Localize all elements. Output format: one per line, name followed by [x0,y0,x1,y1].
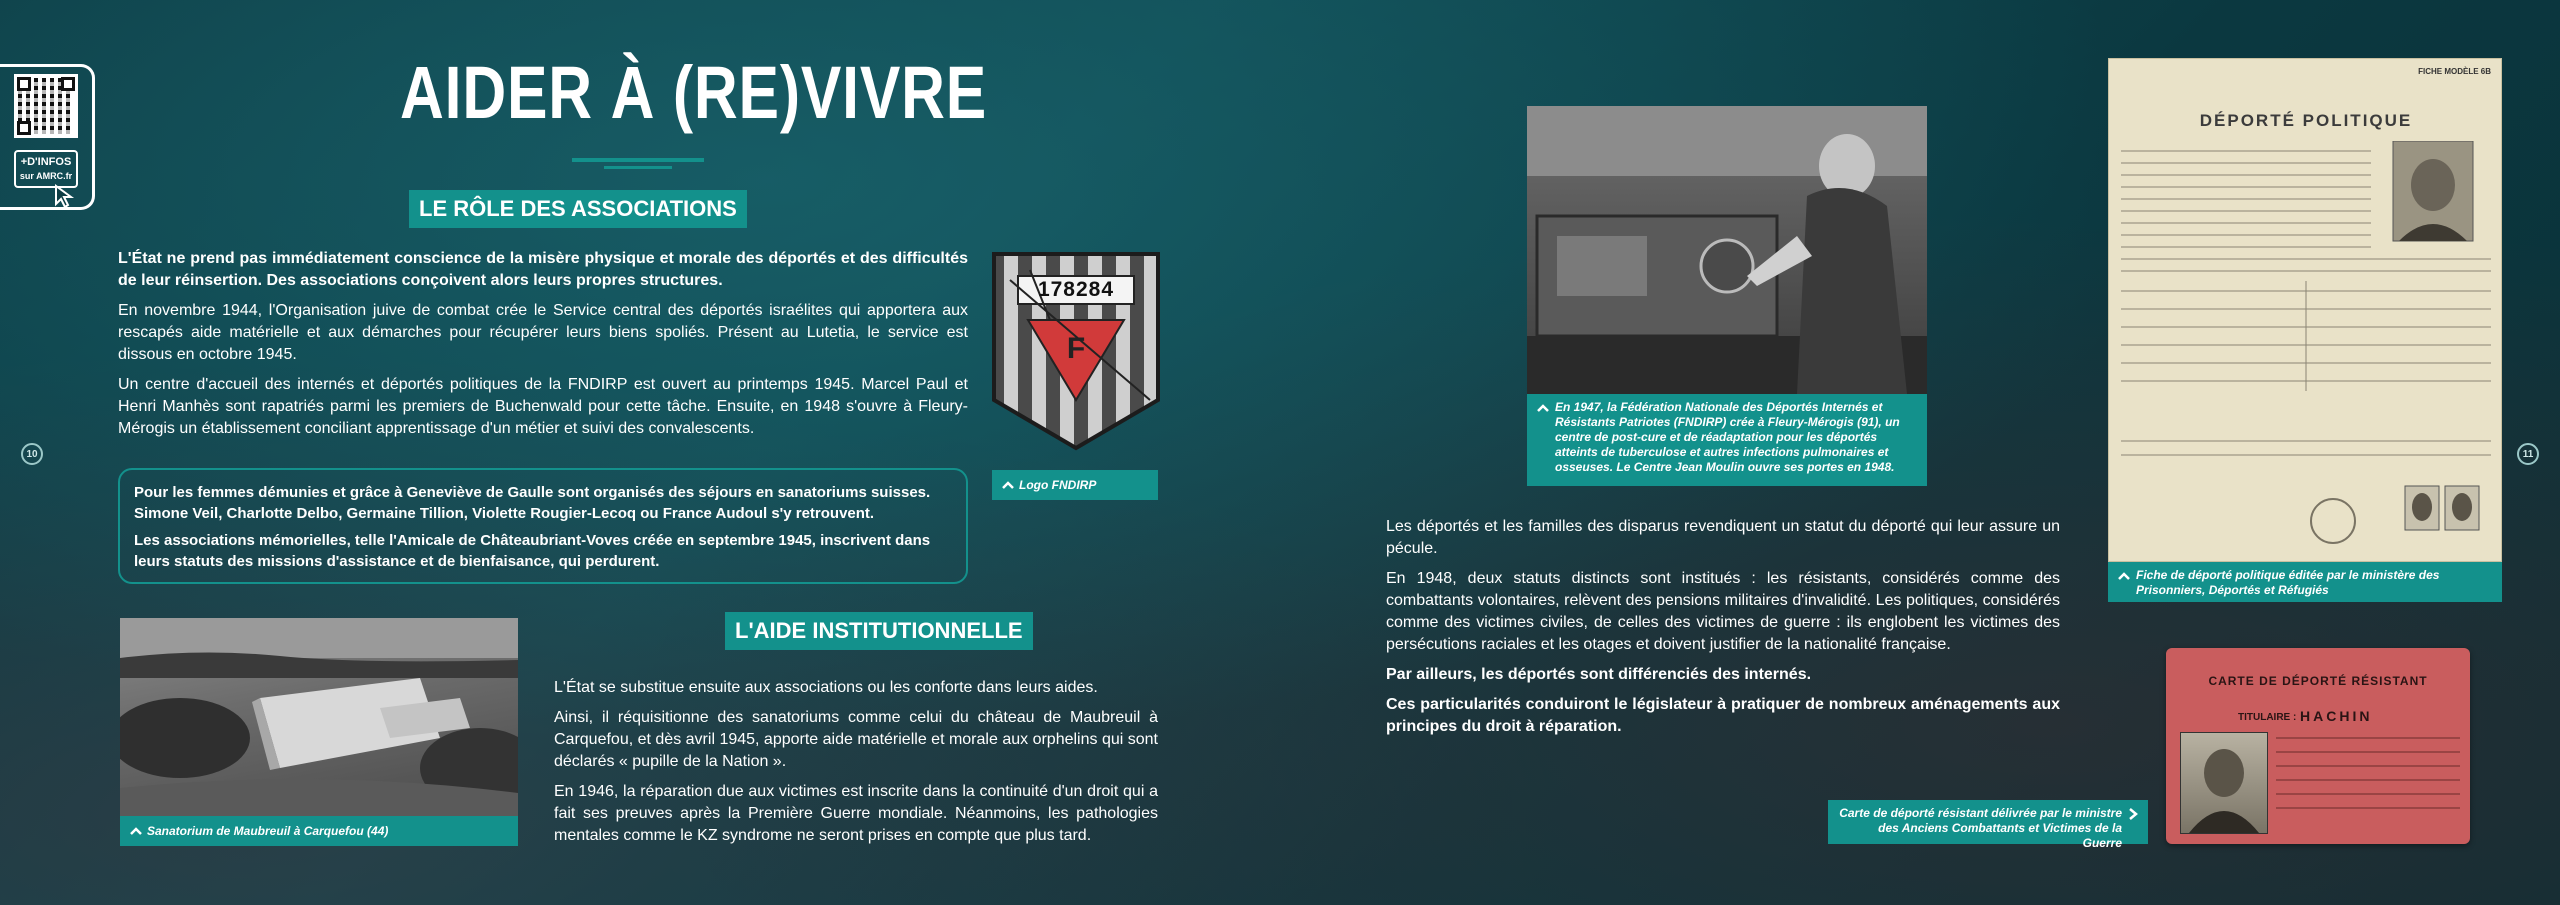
page-number-right: 11 [2517,443,2539,465]
logo-caption-text: Logo FNDIRP [1019,477,1097,492]
more-info-site: sur AMRC.fr [19,171,73,181]
sanatorium-caption [120,816,518,846]
title-divider-short [604,166,672,169]
page-number-left: 10 [21,443,43,465]
resistant-card-caption-text: Carte de déporté résistant délivrée par le ministre des Anciens Combattants et Victimes de la Guerre [1839,806,2122,850]
title-divider [572,158,704,162]
resistant-card-photo [2180,732,2268,834]
associations-paragraph-2: Un centre d'accueil des internés et déportés politiques de la FNDIRP est ouvert au printemps 1945. Marcel Paul et Henri Manhès sont rapatriés parmi les premiers de Buchenwald pour cette tâche. Ensuite, en 1948 s'ouvre à Fleury-Mérogis un établissement conciliant apprentissage d'un métier et suivi des convalescents. [118,376,968,437]
right-column-text [1386,516,2060,746]
institutional-paragraph-2: Ainsi, il réquisitionne des sanatoriums comme celui du château de Maubreuil à Carquefou, et dès avril 1945, apporte aide matérielle et morale aux orphelins qui sont déclarés « pupille de la Nation ». [554,709,1158,770]
callout-paragraph-2: Les associations mémorielles, telle l'Amicale de Châteaubriant-Voves créée en septembre 1945, inscrivent dans leurs statuts des missions d'assistance et de bienfaisance, qui perdurent. [134,532,931,570]
resistant-deportee-card [2166,648,2470,844]
resistant-card-header: CARTE DE DÉPORTÉ RÉSISTANT [2208,674,2428,688]
card-corner-label: FICHE MODÈLE 6B [2418,67,2491,76]
sanatorium-caption-text: Sanatorium de Maubreuil à Carquefou (44) [147,823,389,838]
section-associations-text [118,248,968,448]
section-heading-institutional: L'AIDE INSTITUTIONNELLE [725,612,1033,650]
resistant-card-name-label: TITULAIRE : [2238,712,2297,723]
right-paragraph-2: En 1948, deux statuts distincts sont institués : les résistants, considérés comme des combattants volontaires, relèvent des pensions militaires d'invalidité. Les politiques, considérés comme des victimes civiles, de celles des victimes de guerre : ils englobent les victimes des persécutions raciales et les otages et doivent justifier de la nationalité française. [1386,570,2060,653]
chevron-up-icon [1002,480,1014,490]
sanatorium-photo [120,618,518,816]
logo-prisoner-number: 178284 [1037,278,1115,301]
fndirp-logo [990,250,1162,452]
workshop-photo [1527,106,1927,394]
callout-box [118,468,968,584]
more-info-link[interactable] [14,150,78,188]
right-paragraph-3: Par ailleurs, les déportés sont différenciés des internés. [1386,666,1812,683]
logo-caption [992,470,1158,500]
chevron-up-icon [2118,571,2130,581]
political-deportee-card [2108,58,2502,562]
cursor-icon [54,184,80,210]
resistant-card-lines [2276,728,2460,828]
page-title: AIDER À (RE)VIVRE [400,51,988,134]
chevron-right-icon [2128,808,2138,820]
more-info-label: +D'INFOS [20,156,72,168]
chevron-up-icon [1537,403,1549,413]
section-heading-associations: LE RÔLE DES ASSOCIATIONS [409,190,747,228]
resistant-card-name: HACHIN [2300,708,2373,724]
institutional-paragraph-1: L'État se substitue ensuite aux associations ou les conforte dans leurs aides. [554,679,1098,696]
resistant-card-caption [1828,800,2148,850]
qr-code-icon[interactable] [14,74,78,138]
institutional-paragraph-3: En 1946, la réparation due aux victimes est inscrite dans la continuité d'un droit qui a fait ses preuves après la Première Guerre mondiale. Néanmoins, les pathologies mentales comme le KZ syndrome ne seront prises en compte que plus tard. [554,783,1158,844]
right-paragraph-4: Ces particularités conduiront le législateur à pratiquer de nombreux aménagements aux principes du droit à réparation. [1386,696,2060,735]
associations-intro: L'État ne prend pas immédiatement conscience de la misère physique et morale des déportés et des difficultés de leur réinsertion. Des associations conçoivent alors leurs propres structures. [118,250,968,289]
associations-paragraph-1: En novembre 1944, l'Organisation juive de combat crée le Service central des déportés israélites qui apportera aux rescapés aide matérielle et aux démarches pour récupérer leurs biens spoliés. Présent au Lutetia, le service est dissous en octobre 1945. [118,302,968,363]
political-card-header: DÉPORTÉ POLITIQUE [2199,111,2413,130]
chevron-up-icon [130,826,142,836]
right-paragraph-1: Les déportés et les familles des disparus revendiquent un statut du déporté qui leur assure un pécule. [1386,518,2060,557]
card-lines [2121,141,2491,551]
political-card-caption [2108,562,2502,602]
logo-letter: F [1066,332,1086,365]
political-card-caption-text: Fiche de déporté politique éditée par le ministère des Prisonniers, Déportés et Réfugiés [2136,568,2440,597]
workshop-caption [1527,394,1927,486]
callout-paragraph-1: Pour les femmes démunies et grâce à Geneviève de Gaulle sont organisés des séjours en sanatoriums suisses. Simone Veil, Charlotte Delbo, Germaine Tillion, Violette Rougier-Lecoq ou France Audoul s'y retrouvent. [134,484,931,522]
workshop-caption-text: En 1947, la Fédération Nationale des Déportés Internés et Résistants Patriotes (FNDIRP) crée à Fleury-Mérogis (91), un centre de post-cure et de réadaptation pour les déportés atteints de tuberculose et autres infections pulmonaires et osseuses. Le Centre Jean Moulin ouvre ses portes en 1948. [1555,400,1900,474]
section-institutional-text [554,677,1158,855]
